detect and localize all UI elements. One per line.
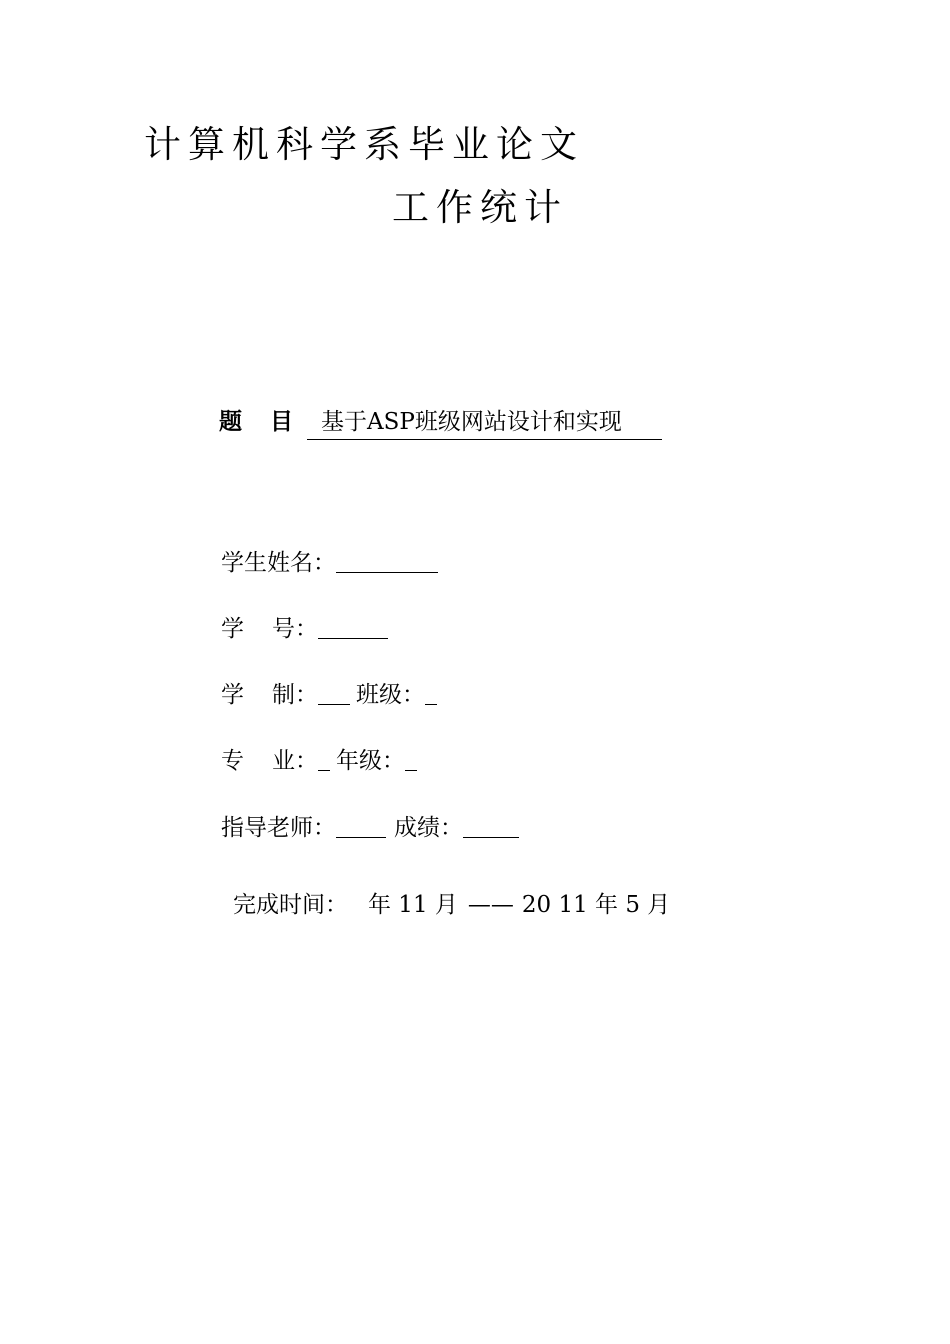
score-label: 成绩： — [394, 815, 463, 841]
advisor-label: 指导老师： — [221, 815, 336, 841]
completion-dash: —— — [467, 892, 514, 918]
major-label-part1: 专 — [221, 748, 244, 774]
system-label-part2: 制： — [272, 682, 318, 708]
student-id-label-part1: 学 — [221, 616, 244, 642]
student-name-row — [221, 550, 438, 578]
class-label: 班级： — [356, 682, 425, 708]
student-id-blank — [318, 616, 388, 639]
cover-title-line-2: 工作统计 — [392, 186, 568, 229]
grade-label: 年级： — [336, 748, 405, 774]
system-class-row — [221, 682, 437, 710]
advisor-blank — [336, 815, 386, 838]
advisor-score-row — [221, 815, 519, 843]
class-blank — [425, 682, 437, 705]
score-blank — [463, 815, 519, 838]
grade-blank — [405, 748, 417, 771]
system-blank — [318, 682, 350, 705]
cover-title-line-1: 计算机科学系毕业论文 — [144, 123, 584, 166]
student-name-blank — [336, 550, 438, 573]
completion-end: 20 11 年 5 月 — [521, 892, 671, 918]
topic-label-part1: 题 — [219, 408, 242, 435]
topic-label-part2: 目 — [270, 408, 293, 435]
topic-label — [219, 408, 293, 435]
topic-value: 基于ASP班级网站设计和实现 — [307, 409, 662, 440]
student-name-label: 学生姓名： — [221, 550, 336, 576]
student-id-row — [221, 616, 388, 644]
major-grade-row — [221, 748, 417, 776]
completion-time-row — [233, 892, 670, 920]
completion-label: 完成时间： — [233, 892, 348, 918]
topic-row — [219, 408, 662, 440]
major-blank — [318, 748, 330, 771]
completion-start: 年 11 月 — [368, 892, 458, 918]
student-id-label-part2: 号： — [272, 616, 318, 642]
major-label-part2: 业： — [272, 748, 318, 774]
system-label-part1: 学 — [221, 682, 244, 708]
